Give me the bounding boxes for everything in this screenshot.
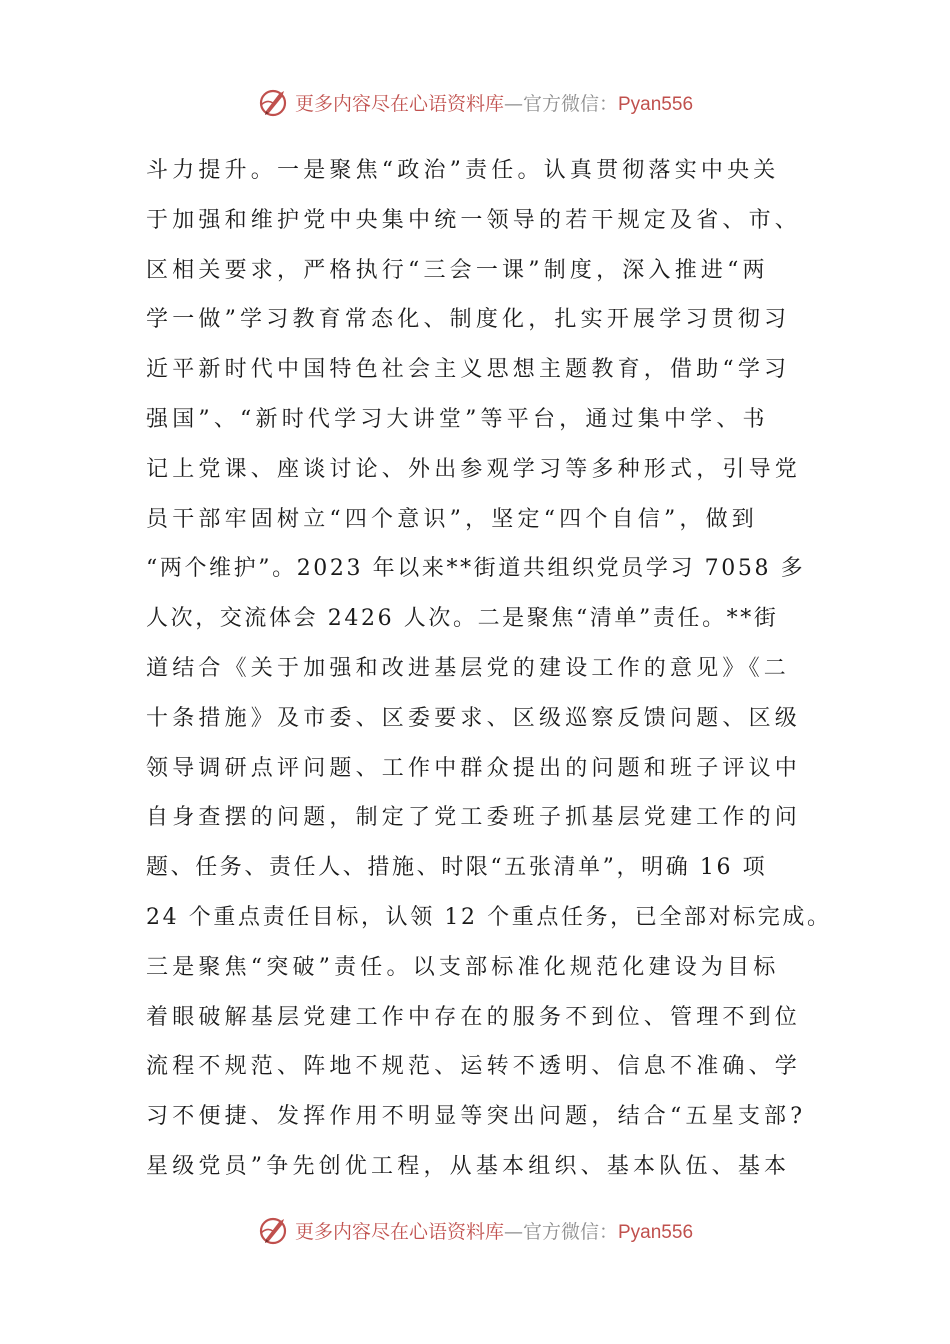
body-line: 十条措施》及市委、区委要求、区级巡察反馈问题、区级 (146, 705, 802, 731)
body-line: 道结合《关于加强和改进基层党的建设工作的意见》《二 (146, 655, 791, 681)
body-line: 着眼破解基层党建工作中存在的服务不到位、管理不到位 (146, 1004, 802, 1030)
footer-watermark-banner (0, 1208, 950, 1252)
body-line: 流程不规范、阵地不规范、运转不透明、信息不准确、学 (146, 1054, 802, 1080)
body-line: 24 个重点责任目标，认领 12 个重点任务，已全部对标完成。 (146, 904, 832, 930)
body-line: 习不便捷、发挥作用不明显等突出问题，结合“五星支部? (146, 1104, 807, 1130)
banner-main-text: 更多内容尽在心语资料库 (294, 92, 504, 115)
banner-text (295, 1217, 693, 1244)
body-line: 记上党课、座谈讨论、外出参观学习等多种形式，引导党 (146, 456, 802, 482)
body-line: 员干部牢固树立“四个意识”，坚定“四个自信”，做到 (146, 506, 758, 532)
body-line: 三是聚焦“突破”责任。以支部标准化规范化建设为目标 (146, 954, 780, 980)
body-line: 自身查摆的问题，制定了党工委班子抓基层党建工作的问 (146, 805, 802, 831)
banner-wechat-label: 官方微信： (522, 1220, 618, 1243)
banner-wechat-id: Pyan556 (618, 93, 694, 115)
body-line: 区相关要求，严格执行“三会一课”制度，深入推进“两 (146, 257, 769, 283)
header-watermark-banner (0, 80, 950, 124)
body-line: 星级党员”争先创优工程，从基本组织、基本队伍、基本 (146, 1153, 791, 1179)
body-line: 学一做”学习教育常态化、制度化，扎实开展学习贯彻习 (146, 307, 791, 333)
body-line: 强国”、“新时代学习大讲堂”等平台，通过集中学、书 (146, 406, 769, 432)
banner-dash: — (503, 92, 523, 115)
document-body (146, 146, 836, 1192)
body-line: 人次，交流体会 2426 人次。二是聚焦“清单”责任。**街 (146, 606, 779, 632)
body-line: 题、任务、责任人、措施、时限“五张清单”，明确 16 项 (146, 855, 768, 881)
body-line: 近平新时代中国特色社会主义思想主题教育，借助“学习 (146, 357, 791, 383)
body-line: “两个维护”。2023 年以来**街道共组织党员学习 7058 多 (146, 556, 806, 582)
pen-logo-icon (257, 85, 291, 119)
banner-main-text: 更多内容尽在心语资料库 (294, 1220, 504, 1243)
body-line: 领导调研点评问题、工作中群众提出的问题和班子评议中 (146, 755, 802, 781)
banner-text (295, 89, 693, 116)
body-line: 斗力提升。一是聚焦“政治”责任。认真贯彻落实中央关 (146, 158, 780, 183)
body-line: 于加强和维护党中央集中统一领导的若干规定及省、市、 (146, 207, 802, 233)
banner-dash: — (503, 1220, 523, 1243)
banner-wechat-id: Pyan556 (618, 1221, 694, 1243)
pen-logo-icon (257, 1213, 291, 1247)
banner-wechat-label: 官方微信： (522, 92, 618, 115)
